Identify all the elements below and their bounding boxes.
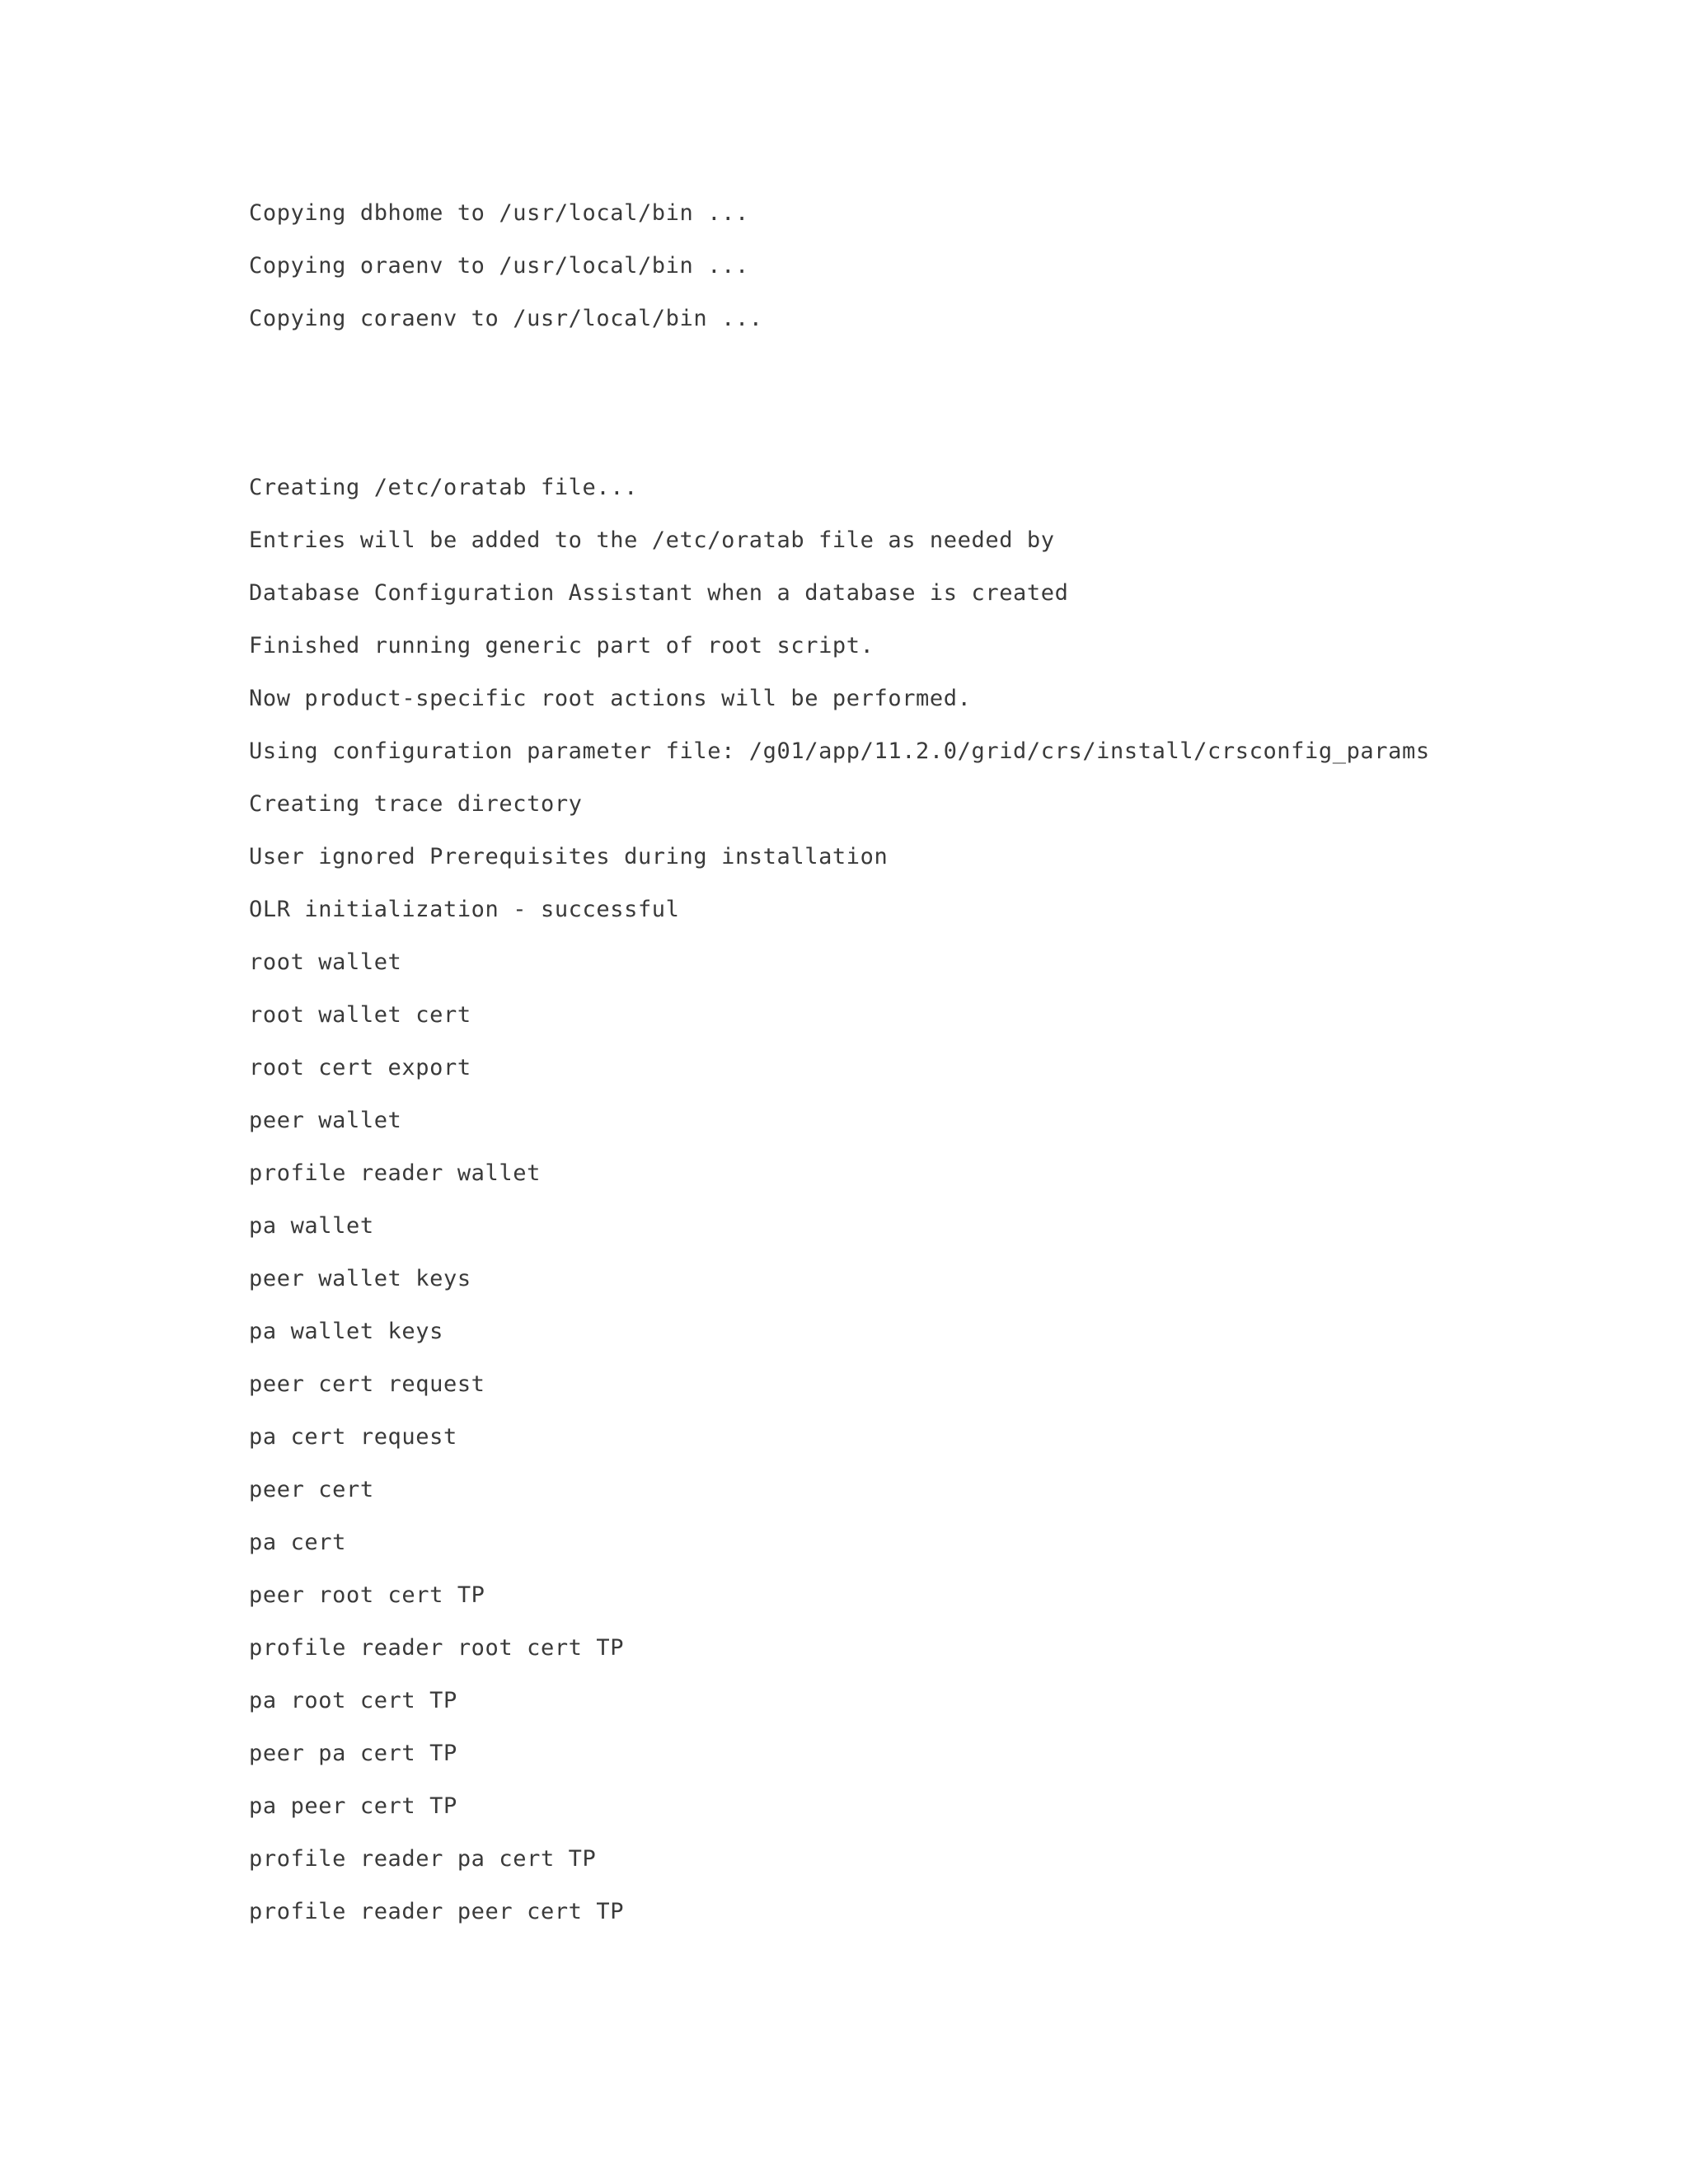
log-line: Copying coraenv to /usr/local/bin ... [249, 306, 763, 331]
log-line: peer root cert TP [249, 1582, 485, 1608]
log-line: Creating /etc/oratab file... [249, 475, 638, 500]
log-line: peer cert [249, 1477, 374, 1502]
log-line: Copying dbhome to /usr/local/bin ... [249, 200, 749, 226]
log-line: User ignored Prerequisites during installation [249, 844, 889, 869]
log-line: Now product-specific root actions will be performed. [249, 686, 972, 711]
log-line: profile reader wallet [249, 1160, 541, 1186]
log-line: pa wallet keys [249, 1319, 443, 1344]
log-line: peer wallet keys [249, 1266, 471, 1291]
copy-log-block [249, 195, 763, 354]
log-line: OLR initialization - successful [249, 897, 680, 922]
log-line: pa wallet [249, 1213, 374, 1239]
log-line: profile reader pa cert TP [249, 1846, 597, 1872]
log-line: Copying oraenv to /usr/local/bin ... [249, 253, 749, 279]
log-line: pa cert [249, 1530, 346, 1555]
log-line: root wallet [249, 949, 402, 975]
log-line: profile reader peer cert TP [249, 1899, 625, 1924]
log-line: pa cert request [249, 1424, 457, 1450]
log-line: Entries will be added to the /etc/oratab file as needed by [249, 527, 1055, 553]
log-line: Database Configuration Assistant when a database is created [249, 580, 1069, 606]
log-line: profile reader root cert TP [249, 1635, 625, 1661]
log-line: pa root cert TP [249, 1688, 457, 1713]
log-line: root wallet cert [249, 1002, 471, 1028]
log-line: Creating trace directory [249, 791, 583, 817]
log-line: root cert export [249, 1055, 471, 1080]
log-line: peer wallet [249, 1108, 402, 1133]
log-line: peer pa cert TP [249, 1741, 457, 1766]
root-script-log-block [249, 470, 1430, 1947]
log-line: Using configuration parameter file: /g01/app/11.2.0/grid/crs/install/crsconfig_params [249, 738, 1430, 764]
log-line: pa peer cert TP [249, 1793, 457, 1819]
log-line: Finished running generic part of root script. [249, 633, 874, 658]
log-line: peer cert request [249, 1371, 485, 1397]
